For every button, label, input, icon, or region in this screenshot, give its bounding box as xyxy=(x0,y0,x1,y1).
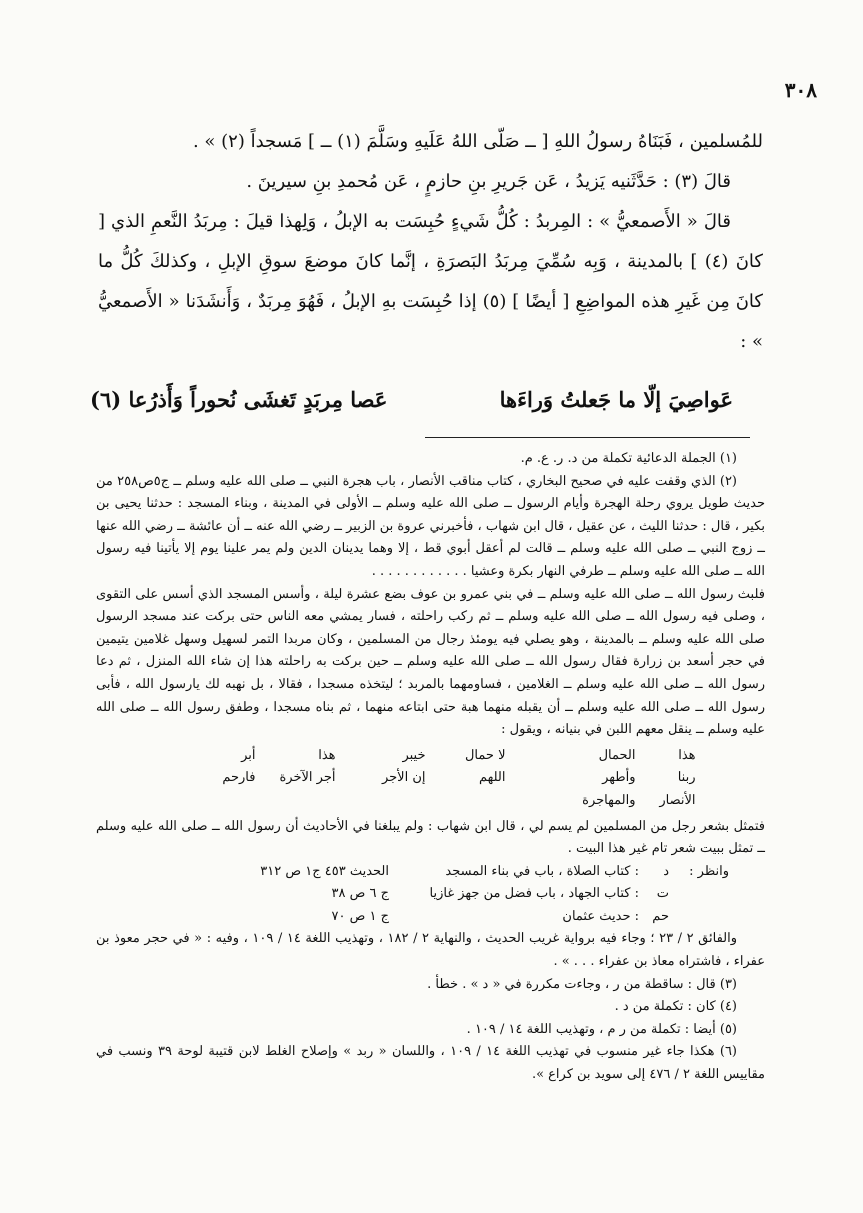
verse-second-hemistich: عَصا مِربَدٍ تَغشَى نُحوراً وَأَذرُعا (٦) xyxy=(90,387,388,412)
poem-word: خيبر xyxy=(402,747,426,763)
reference-table xyxy=(96,861,729,929)
main-paragraph: قالَ « الأَصمعيُّ » : المِربدُ : كُلُّ شَيءٍ حُبِسَت به الإبلُ ، وَلِهذا قيلَ : مِربَدُ النَّعمِ الذي [ كانَ (٤) ] بالمدينة ، وَبِه سُمِّيَ مِربَدُ البَصرَةِ ، إنَّما كانَ موضعَ سوقِ الإبلِ ، وكذلكَ كُلُّ ما كانَ مِن غَيرِ هذه المواضِعِ [ أيضًا ] (٥) إذا حُبِسَت بهِ الإبلُ ، فَهُوَ مِربَدٌ ، وَأَنشَدَنا « الأَصمعيُّ » : xyxy=(98,211,763,352)
footnote-1: (١) الجملة الدعائية تكملة من د. ر. ع. م. xyxy=(520,451,737,466)
footnote-divider xyxy=(425,437,750,438)
ref-label xyxy=(669,883,729,906)
ref-symbol: د xyxy=(663,863,669,879)
poem-word: هذا xyxy=(318,747,336,763)
poetry-verse xyxy=(90,378,733,422)
footnote-6: (٦) هكذا جاء غير منسوب في تهذيب اللغة ١٤ / ١٠٩ ، واللسان « ربد » وإصلاح الغلط لابن قتيبة لوحة ٣٩ ونسب في مقاييس اللغة ٢ / ٤٧٦ إلى سويد بن كراع ». xyxy=(96,1044,765,1083)
poem-word: الحمال xyxy=(598,747,636,763)
footnote-2: (٢) الذي وقفت عليه في صحيح البخاري ، كتاب مناقب الأنصار ، باب هجرة النبي ــ صلى الله عليه وسلم ــ ج٥ص٢٥٨ من حديث طويل يروي رحلة الهجرة وأيام الرسول ــ صلى الله عليه وسلم ــ الأولى في المدينة ، وبناء المسجد : حدثنا يحيى بن بكير ، قال : حدثنا الليث ، عن عقيل ، قال ابن شهاب ، فأخبرني عروة بن الزبير ــ رضي الله عنه ــ أن عائشة ــ رضي الله عنها ــ زوج النبي ــ صلى الله عليه وسلم ــ قالت لم أعقل أبوي قط ، إلا وهما يدينان الدين ولم يمر علينا يوم إلا يأتينا فيه رسول الله ــ صلى الله عليه وسلم ــ طرفي النهار بكرة وعشيا . . . . . . . . . . . . xyxy=(96,473,765,579)
poem-word: الأنصار xyxy=(659,792,696,808)
poem-word: فارحم xyxy=(222,770,256,786)
main-text xyxy=(98,122,763,362)
verse-first-hemistich: عَواصِيَ إلّا ما جَعلتُ وَراءَها xyxy=(499,387,733,412)
footnote-2-continued: والفائق ٢ / ٢٣ ؛ وجاء فيه برواية غريب الحديث ، والنهاية ٢ / ١٨٢ ، وتهذيب اللغة ١٤ / ١٠٩ ، وفيه : « في حجر معوذ بن عفراء ، فاشتراه معاذ بن عفراء . . . » . xyxy=(96,931,765,970)
footnote-3: (٣) قال : ساقطة من ر ، وجاءت مكررة في « د » . خطأ . xyxy=(427,976,737,992)
ref-location: الحديث ٤٥٣ ج١ ص ٣١٢ xyxy=(260,863,389,879)
ref-text: : كتاب الصلاة ، باب في بناء المسجد xyxy=(445,863,639,879)
footnote-poem xyxy=(96,745,765,813)
poem-word: اللهم xyxy=(478,770,506,786)
ref-location: ج ٦ ص ٣٨ xyxy=(331,886,389,902)
poem-word: أبر xyxy=(241,747,256,763)
poem-word: والمهاجرة xyxy=(582,792,636,808)
footnote-2-continued: فلبث رسول الله ــ صلى الله عليه وسلم ــ في بني عمرو بن عوف بضع عشرة ليلة ، وأسس المسجد الذي أسس على التقوى ، وصلى فيه رسول الله ــ صلى الله عليه وسلم ــ ثم ركب راحلته ، فسار يمشي معه الناس حتى بركت عند مسجد الرسول صلى الله عليه وسلم ــ بالمدينة ، وهو يصلي فيه يومئذ رجال من المسلمين ، وكان مربدا التمر لسهيل وسهل غلامين يتيمين في حجر أسعد بن زرارة فقال رسول الله ــ صلى الله عليه وسلم ــ حين بركت به راحلته هذا إن شاء الله المنزل ، ثم دعا رسول الله ــ صلى الله عليه وسلم ــ الغلامين ، فساومهما بالمربد ؛ ليتخذه مسجدا ، فقالا ، بل نهبه لك يارسول الله ، فأبى رسول الله ــ صلى الله عليه وسلم ــ أن يقبله منهما هبة حتى ابتاعه منهما ، ثم بناه مسجدا ، وطفق رسول الله ــ صلى الله عليه وسلم ــ ينقل معهم اللبن في بنيانه ، ويقول : xyxy=(96,586,765,738)
poem-word: لا حمال xyxy=(464,747,506,763)
main-paragraph: للمُسلمين ، فَبَنَاهُ رسولُ اللهِ [ ــ صَلّى اللهُ عَلَيهِ وسَلَّمَ (١) ــ ] مَسجداً (٢) » . xyxy=(192,131,763,152)
footnote-5: (٥) أيضا : تكملة من ر م ، وتهذيب اللغة ١٤ / ١٠٩ . xyxy=(466,1021,737,1037)
poem-word: وأطهر xyxy=(602,770,636,786)
ref-label: وانظر : xyxy=(689,863,729,879)
ref-text: : كتاب الجهاد ، باب فضل من جهز غازيا xyxy=(429,886,639,902)
poem-word: هذا xyxy=(678,747,696,763)
footnotes xyxy=(96,448,765,1087)
ref-symbol: حم xyxy=(652,908,669,924)
poem-word: إن الأجر xyxy=(381,770,426,786)
ref-label xyxy=(669,906,729,929)
ref-symbol: ت xyxy=(656,886,669,902)
ref-text: : حديث عثمان xyxy=(562,908,639,924)
poem-word: أجر الآخرة xyxy=(279,770,336,786)
footnote-4: (٤) كان : تكملة من د . xyxy=(614,999,737,1015)
main-paragraph: قالَ (٣) : حَدَّثَنيه يَزيدُ ، عَن جَريرِ بنِ حازمٍ ، عَن مُحمدِ بنِ سيرينَ . xyxy=(246,171,731,192)
poem-word: ربنا xyxy=(677,770,696,786)
footnote-2-continued: فتمثل بشعر رجل من المسلمين لم يسم لي ، قال ابن شهاب : ولم يبلغنا في الأحاديث أن رسول الله ــ صلى الله عليه وسلم ــ تمثل ببيت شعر تام غير هذا البيت . xyxy=(96,818,765,857)
ref-location: ج ١ ص ٧٠ xyxy=(331,908,389,924)
page-number: ٣٠٨ xyxy=(784,78,817,102)
